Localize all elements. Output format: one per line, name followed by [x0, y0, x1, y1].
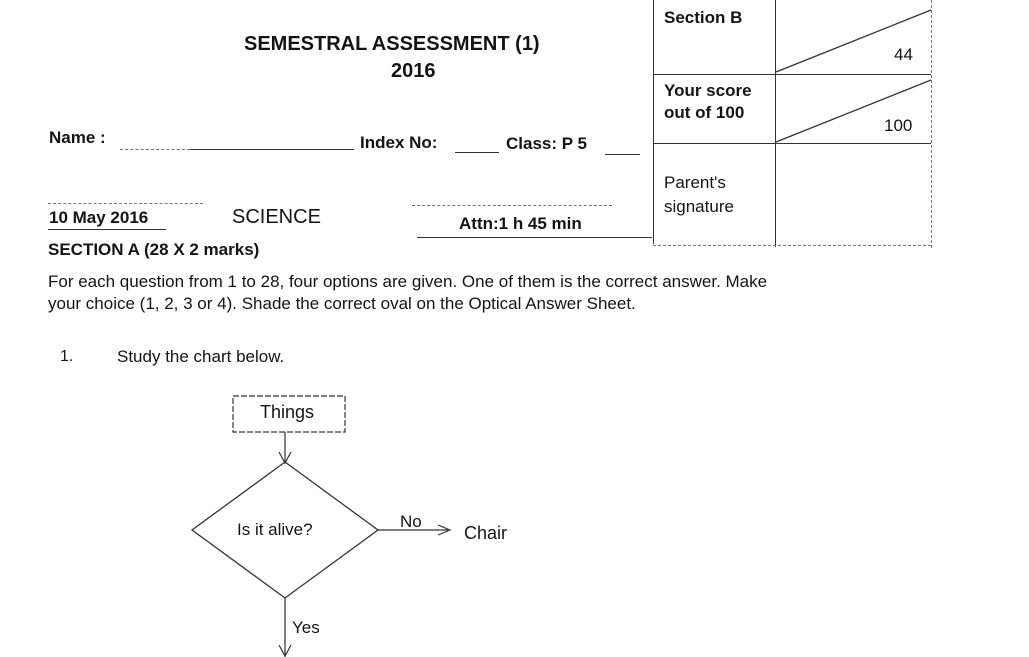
section-b-max: 44 [894, 45, 913, 64]
total-score-max: 100 [884, 116, 913, 135]
total-score-label-line1: Your score [664, 81, 752, 100]
class-label: Class: P 5 [506, 134, 587, 153]
start-node-label: Things [260, 402, 315, 422]
total-score-label-line2: out of 100 [664, 103, 745, 122]
question-text: Study the chart below. [117, 347, 285, 366]
yes-branch-label: Yes [292, 618, 320, 637]
exam-duration: Attn:1 h 45 min [459, 214, 582, 233]
parent-signature-label-line2: signature [664, 197, 734, 216]
no-branch-label: No [400, 512, 422, 531]
index-label: Index No: [360, 133, 438, 152]
exam-subject: SCIENCE [232, 206, 321, 228]
name-label: Name : [49, 128, 106, 147]
question-number: 1. [60, 348, 74, 365]
section-a-instructions-line1: For each question from 1 to 28, four options are given. One of them is the correct answer. Make [48, 272, 768, 291]
decision-node-label: Is it alive? [237, 520, 313, 539]
exam-title: SEMESTRAL ASSESSMENT (1) [244, 33, 540, 55]
exam-year: 2016 [391, 60, 436, 82]
parent-signature-label-line1: Parent's [664, 173, 726, 192]
section-a-heading: SECTION A (28 X 2 marks) [48, 240, 260, 259]
exam-date: 10 May 2016 [49, 208, 149, 227]
section-a-instructions-line2: your choice (1, 2, 3 or 4). Shade the correct oval on the Optical Answer Sheet. [48, 294, 636, 313]
section-b-label: Section B [664, 8, 743, 27]
no-result-label: Chair [464, 523, 508, 543]
